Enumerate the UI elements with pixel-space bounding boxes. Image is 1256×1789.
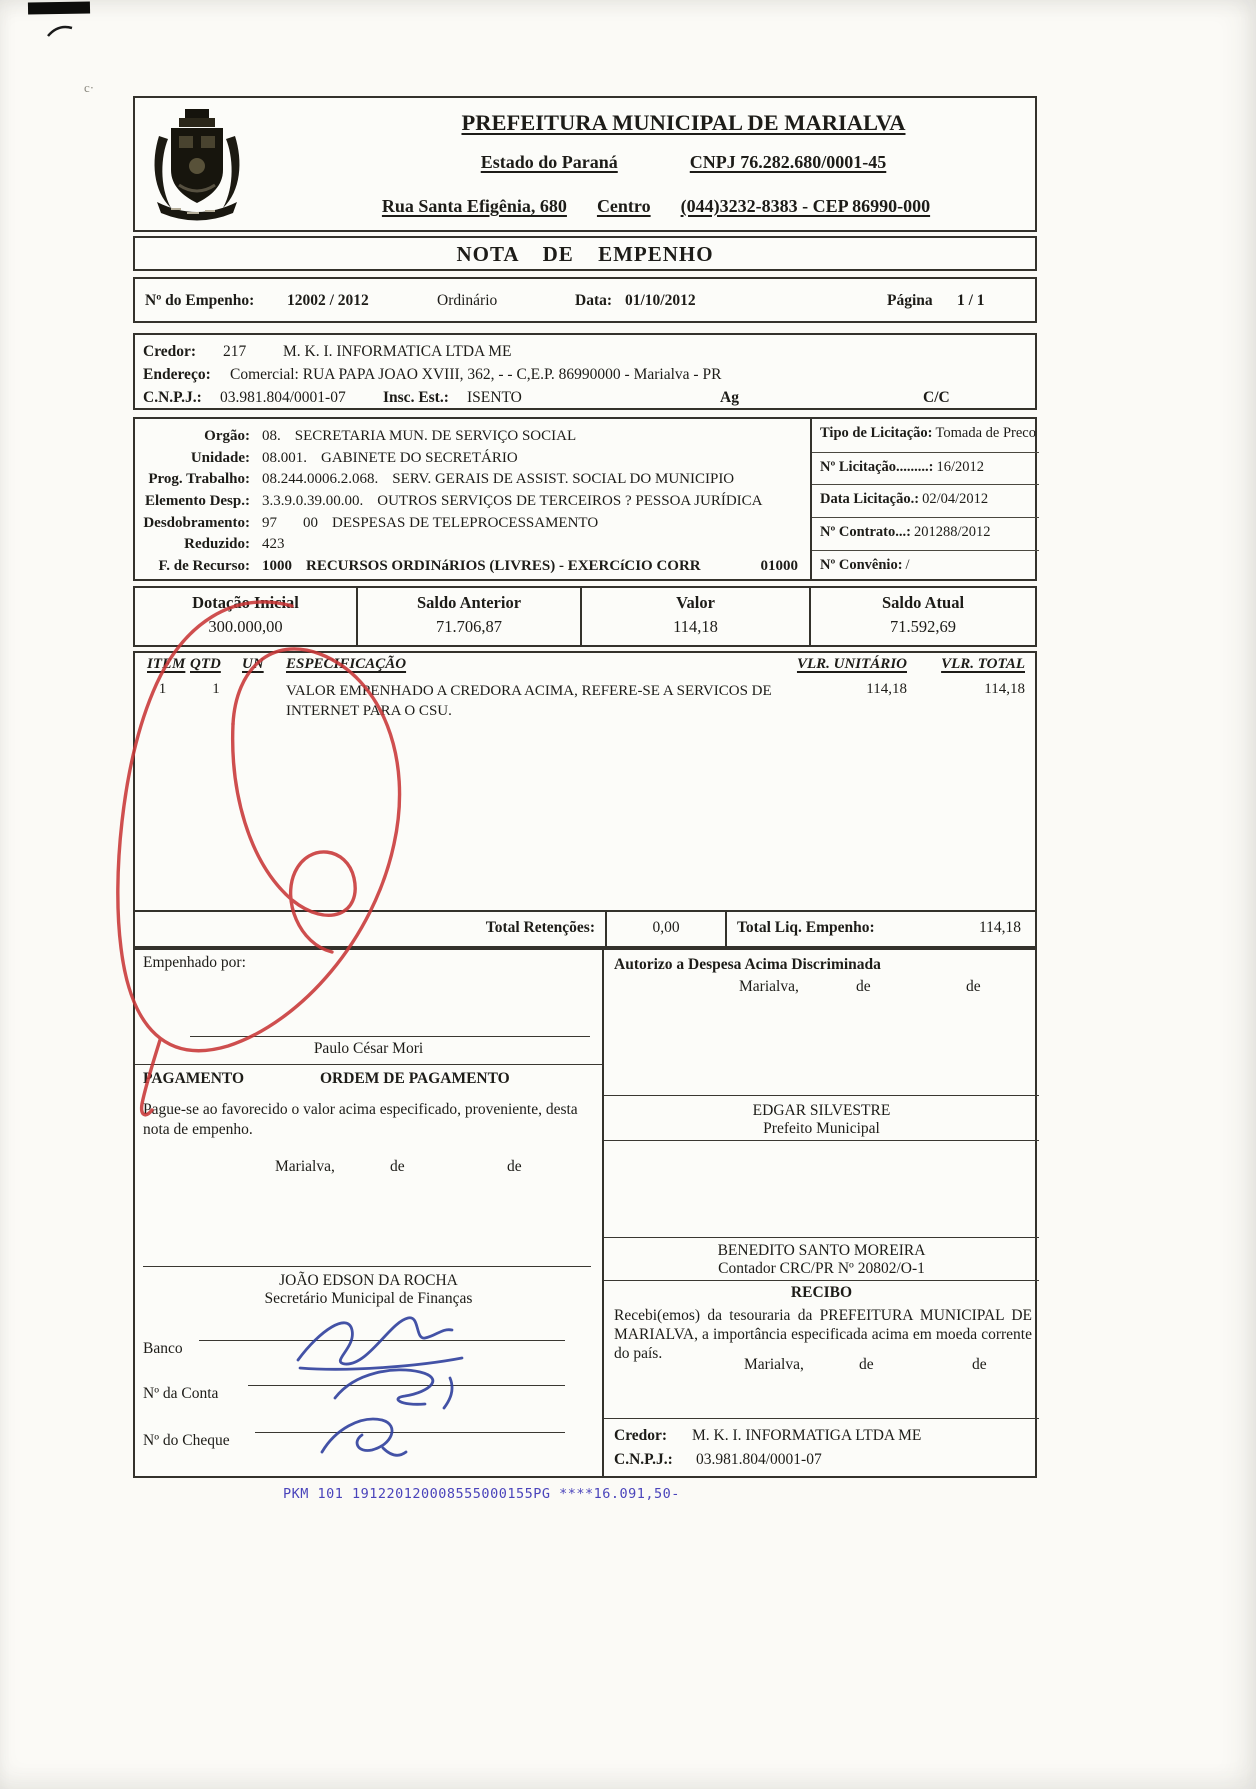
budget-label: Unidade: [190,449,250,466]
budget-code: 08.001. [262,449,307,466]
amounts-col-valor [580,588,809,645]
amounts-header: Saldo Anterior [416,593,522,612]
financas-title: Secretário Municipal de Finanças [264,1290,473,1307]
budget-lines [135,426,810,578]
total-retencoes-value: 0,00 [605,912,725,946]
creditor-cnpj-label: C.N.P.J.: [143,389,202,406]
empenhado-por-label: Empenhado por: [143,954,246,971]
creditor-insc: ISENTO [467,389,522,406]
org-phone-cep: (044)3232-8383 - CEP 86990-000 [680,196,931,216]
total-liquido-value: 114,18 [978,919,1021,936]
item-qty: 1 [212,681,220,697]
scan-pen-artifact [48,27,72,36]
budget-label: Reduzido: [184,536,250,553]
pagamento-de1: de [390,1158,405,1175]
item-unit [242,681,286,721]
budget-line-orgao [135,426,810,448]
items-header-espec: ESPECIFICAÇÃO [286,656,407,672]
licitacao-row-tipo [812,419,1039,452]
licitacao-label: Tipo de Licitação: [820,425,933,441]
divider [604,1095,1039,1096]
budget-extra-code: 01000 [760,558,798,575]
items-header-item: ITEM [147,656,186,672]
divider [135,1064,602,1065]
ordem-pagamento-title: ORDEM DE PAGAMENTO [320,1070,510,1087]
recibo-credor-name: M. K. I. INFORMATIGA LTDA ME [692,1427,922,1444]
items-table [133,651,1037,948]
coat-of-arms-icon [149,106,245,224]
empenho-number: 12002 / 2012 [287,292,369,309]
items-header-row [135,653,1035,679]
budget-code: 423 [262,536,285,553]
item-description: VALOR EMPENHADO A CREDORA ACIMA, REFERE-SE A SERVICOS DE INTERNET PARA O CSU. [286,683,772,719]
budget-label: Elemento Desp.: [145,493,250,510]
divider [604,1418,1039,1419]
recibo-de1: de [859,1356,874,1373]
items-header-vlr-unitario: VLR. UNITÁRIO [796,656,907,672]
licitacao-value: / [905,556,910,573]
empenho-date: 01/10/2012 [625,292,696,309]
nota-de-empenho-form [133,96,1037,1480]
licitacao-label: Nº Contrato...: [820,524,911,541]
amounts-table [133,586,1037,647]
items-header-vlr-total: VLR. TOTAL [941,656,1025,672]
licitacao-row-numero [812,452,1039,485]
licitacao-row-data [812,484,1039,517]
contador-title: Contador CRC/PR Nº 20802/O-1 [718,1260,925,1277]
licitacao-panel [810,419,1039,579]
budget-line-prog-trabalho [135,469,810,491]
recibo-de2: de [972,1356,987,1373]
creditor-cnpj: 03.981.804/0001-07 [220,389,346,406]
creditor-insc-label: Insc. Est.: [383,389,449,406]
budget-code: 3.3.9.0.39.00.00. [262,493,364,510]
municipality-crest-logo [149,106,245,226]
licitacao-label: Data Licitação.: [820,491,920,508]
total-liquido-label: Total Liq. Empenho: [725,912,939,946]
budget-line-reduzido [135,534,810,556]
empenho-type: Ordinário [437,292,498,309]
recibo-cnpj-label: C.N.P.J.: [614,1451,673,1468]
licitacao-row-convenio [812,550,1039,583]
licitacao-value: 201288/2012 [913,524,991,541]
amounts-col-saldo-atual [809,588,1035,645]
item-number: 1 [158,681,167,697]
budget-code: 1000 [262,558,292,575]
licitacao-label: Nº Convênio: [820,556,903,573]
amounts-value: 71.706,87 [436,617,503,636]
budget-label: Orgão: [204,428,250,444]
signature-line-financas [143,1266,591,1267]
prefeito-name: EDGAR SILVESTRE [752,1102,891,1119]
scan-artifact-mark: c· [84,80,95,95]
budget-desc: RECURSOS ORDINáRIOS (LIVRES) - EXERCíCIO CORR [306,558,701,575]
pagamento-de2: de [507,1158,522,1175]
amounts-col-saldo-anterior [356,588,580,645]
creditor-name: M. K. I. INFORMATICA LTDA ME [283,343,512,360]
budget-desc: SERV. GERAIS DE ASSIST. SOCIAL DO MUNICIPIO [392,471,735,488]
autorizo-de2: de [966,978,981,995]
budget-line-unidade [135,448,810,470]
conta-line [248,1385,565,1386]
item-unit-price: 114,18 [866,681,907,697]
creditor-address: Comercial: RUA PAPA JOAO XVIII, 362, - - C,E.P. 86990000 - Marialva - PR [230,366,722,383]
doc-title: NOTA DE EMPENHO [456,242,714,266]
recibo-city: Marialva, [744,1356,804,1373]
creditor-cc-label: C/C [923,389,950,406]
empenho-info-bar [133,277,1037,323]
signature-section [133,948,1037,1478]
amounts-header: Saldo Atual [881,593,965,612]
totals-row [135,910,1035,946]
autorizo-title: Autorizo a Despesa Acima Discriminada [614,956,881,973]
banco-line [199,1340,565,1341]
pagamento-text: Pague-se ao favorecido o valor acima especificado, proveniente, desta nota de empenho. [143,1101,578,1138]
creditor-address-label: Endereço: [143,366,211,383]
signature-line-empenhado [190,1036,590,1037]
empenho-date-label: Data: [575,292,613,309]
conta-label: Nº da Conta [143,1385,219,1402]
amounts-header: Dotação Inicial [192,593,299,612]
total-retencoes-label: Total Retenções: [485,919,595,936]
right-signature-column [602,950,1039,1476]
autorizo-de1: de [856,978,871,995]
budget-desc: OUTROS SERVIÇOS DE TERCEIROS ? PESSOA JURÍDICA [377,493,763,510]
amounts-value: 300.000,00 [208,617,283,636]
licitacao-value: 16/2012 [936,458,985,475]
empenho-number-label: Nº do Empenho: [145,292,255,309]
recibo-cnpj: 03.981.804/0001-07 [696,1451,822,1468]
financas-name: JOÃO EDSON DA ROCHA [279,1272,458,1289]
budget-box [133,417,1037,581]
org-state: Estado do Paraná [480,152,618,172]
budget-line-desdobramento [135,513,810,535]
divider [604,1237,1039,1238]
org-name: PREFEITURA MUNICIPAL DE MARIALVA [461,110,906,135]
amounts-value: 114,18 [673,617,718,636]
cheque-line [255,1432,565,1433]
doc-title-bar [133,236,1037,271]
licitacao-value: Tomada de Preco [935,425,1036,441]
prefeito-title: Prefeito Municipal [763,1120,880,1137]
budget-code: 97 [262,514,277,531]
licitacao-value: 02/04/2012 [922,491,989,508]
creditor-box [133,333,1037,410]
items-header-un: UN [242,656,264,672]
budget-code: 08.244.0006.2.068. [262,471,379,488]
amounts-col-dotacao [135,588,356,645]
page-number: 1 / 1 [957,292,985,309]
budget-subcode: 00 [303,514,318,531]
budget-desc: GABINETE DO SECRETÁRIO [321,449,518,466]
pagamento-title: PAGAMENTO [143,1070,245,1087]
budget-desc: SECRETARIA MUN. DE SERVIÇO SOCIAL [294,428,577,444]
org-cnpj: CNPJ 76.282.680/0001-45 [689,152,887,172]
creditor-ag-label: Ag [720,389,739,406]
header-box [133,96,1037,232]
recibo-text: Recebi(emos) da tesouraria da PREFEITURA MUNICIPAL DE MARIALVA, a importância especificada acima em moeda corrente do país. [614,1307,1032,1362]
dotmatrix-footer-code: PKM 101 191220120008555000155PG ****16.091,50- [283,1486,680,1502]
creditor-code: 217 [223,343,247,360]
budget-line-elemento [135,491,810,513]
licitacao-row-contrato [812,517,1039,550]
divider [604,1280,1039,1281]
items-header-qtd: QTD [190,656,221,672]
budget-label: Prog. Trabalho: [148,471,250,488]
scan-artifact-bar [28,1,90,14]
empenhado-name: Paulo César Mori [313,1040,424,1057]
licitacao-label: Nº Licitação.........: [820,458,934,475]
autorizo-city: Marialva, [739,978,799,995]
org-district: Centro [596,196,651,216]
cheque-label: Nº do Cheque [143,1432,230,1449]
budget-desc: DESPESAS DE TELEPROCESSAMENTO [332,514,599,531]
divider [604,1140,1039,1141]
contador-name: BENEDITO SANTO MOREIRA [717,1242,926,1259]
recibo-credor-label: Credor: [614,1427,668,1444]
recibo-title: RECIBO [790,1284,853,1301]
budget-line-recurso [135,556,810,578]
budget-code: 08. [262,428,281,444]
budget-label: F. de Recurso: [158,558,250,575]
item-total: 114,18 [984,681,1025,697]
amounts-value: 71.592,69 [890,617,956,636]
org-address: Rua Santa Efigênia, 680 [381,196,567,216]
item-row [135,679,1035,721]
left-signature-column [135,950,602,1476]
items-empty-space [135,721,1035,910]
budget-label: Desdobramento: [143,514,250,531]
page-label: Página [887,292,933,309]
banco-label: Banco [143,1340,183,1357]
pagamento-city: Marialva, [275,1158,335,1175]
amounts-header: Valor [676,593,715,612]
creditor-label: Credor: [143,343,197,360]
